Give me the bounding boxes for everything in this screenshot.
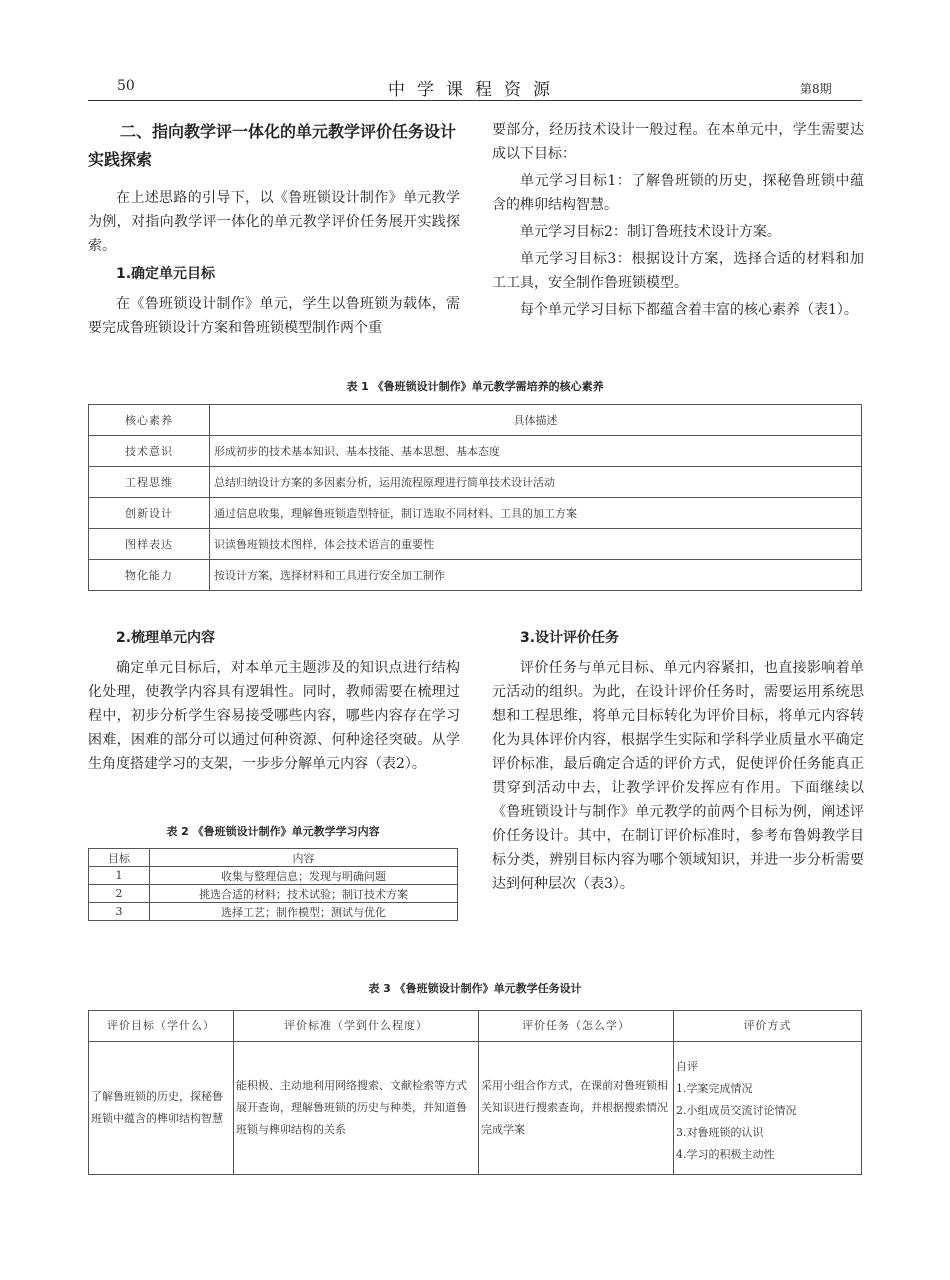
table-cell: 采用小组合作方式，在课前对鲁班锁相关知识进行搜索查询，并根据搜索情况完成学案	[479, 1042, 674, 1175]
table-row	[89, 529, 862, 560]
paragraph: 要部分，经历技术设计一般过程。在本单元中，学生需要达成以下目标：	[492, 122, 864, 162]
table-cell: 物化能力	[89, 560, 210, 591]
heading-assessment-task: 3.设计评价任务	[520, 630, 620, 646]
table-header-cell: 目标	[89, 849, 150, 867]
table-cell-methods	[674, 1042, 862, 1175]
method-item: 2.小组成员交流讨论情况	[676, 1104, 797, 1117]
table1-caption: 表 1 《鲁班锁设计制作》单元教学需培养的核心素养	[346, 380, 604, 393]
heading-unit-goals: 1.确定单元目标	[116, 266, 216, 282]
table-row	[89, 560, 862, 591]
table-cell: 2	[89, 885, 150, 903]
table-core-literacy	[88, 404, 862, 591]
page-number: 50	[117, 78, 135, 94]
table-header-cell: 评价方式	[674, 1011, 862, 1042]
table-header-cell: 评价标准（学到什么程度）	[234, 1011, 479, 1042]
paragraph: 在《鲁班锁设计制作》单元，学生以鲁班锁为载体，需要完成鲁班锁设计方案和鲁班锁模型制作两个重	[88, 296, 460, 336]
method-item: 1.学案完成情况	[676, 1082, 753, 1095]
table-task-design	[88, 1010, 862, 1175]
table-header-cell: 评价目标（学什么）	[89, 1011, 234, 1042]
table-header-row	[89, 849, 458, 867]
table-cell: 图样表达	[89, 529, 210, 560]
table-row	[89, 498, 862, 529]
table-cell: 按设计方案，选择材料和工具进行安全加工制作	[210, 560, 862, 591]
table-header-cell: 评价任务（怎么学）	[479, 1011, 674, 1042]
table-cell: 形成初步的技术基本知识、基本技能、基本思想、基本态度	[210, 436, 862, 467]
table-header-cell: 内容	[150, 849, 458, 867]
table-cell: 总结归纳设计方案的多因素分析，运用流程原理进行简单技术设计活动	[210, 467, 862, 498]
table-row	[89, 1042, 862, 1175]
table-cell: 挑选合适的材料；技术试验；制订技术方案	[150, 885, 458, 903]
table-row	[89, 885, 458, 903]
table-learning-content	[88, 848, 458, 921]
section-title: 二、指向教学评一体化的单元教学评价任务设计实践探索	[88, 122, 457, 169]
table-cell: 能积极、主动地利用网络搜索、文献检索等方式展开查询，理解鲁班锁的历史与种类，并知道鲁班锁与榫卯结构的关系	[234, 1042, 479, 1175]
paragraph: 确定单元目标后，对本单元主题涉及的知识点进行结构化处理，使教学内容具有逻辑性。同时，教师需要在梳理过程中，初步分析学生容易接受哪些内容，哪些内容存在学习困难，困难的部分可以通过何种资源、何种途径突破。从学生角度搭建学习的支架，一步步分解单元内容（表2）。	[88, 660, 460, 772]
header-rule	[88, 100, 862, 101]
left-column-top	[88, 118, 460, 340]
method-item: 3.对鲁班锁的认识	[676, 1126, 764, 1139]
table-row	[89, 467, 862, 498]
paragraph: 在上述思路的引导下，以《鲁班锁设计制作》单元教学为例，对指向教学评一体化的单元教学评价任务展开实践探索。	[88, 190, 460, 254]
table-header-cell: 具体描述	[210, 405, 862, 436]
left-column-middle	[88, 626, 460, 776]
table3-caption: 表 3 《鲁班锁设计制作》单元教学任务设计	[368, 982, 582, 995]
method-item: 4.学习的积极主动性	[676, 1148, 775, 1161]
table2-caption: 表 2 《鲁班锁设计制作》单元教学学习内容	[166, 825, 380, 838]
journal-title: 中学课程资源	[388, 80, 562, 100]
issue-label: 第8期	[800, 82, 832, 96]
right-column-middle	[492, 626, 864, 896]
table-row	[89, 903, 458, 921]
paragraph: 每个单元学习目标下都蕴含着丰富的核心素养（表1）。	[520, 302, 858, 318]
table-cell: 选择工艺；制作模型；测试与优化	[150, 903, 458, 921]
table-cell: 通过信息收集，理解鲁班锁造型特征，制订选取不同材料、工具的加工方案	[210, 498, 862, 529]
table-cell: 技术意识	[89, 436, 210, 467]
table-cell: 3	[89, 903, 150, 921]
paragraph: 评价任务与单元目标、单元内容紧扣，也直接影响着单元活动的组织。为此，在设计评价任务时，需要运用系统思想和工程思维，将单元目标转化为评价目标，将单元内容转化为具体评价内容，根据学生实际和学科学业质量水平确定评价标准，最后确定合适的评价方式，促使评价任务能真正贯穿到活动中去，让教学评价发挥应有作用。下面继续以《鲁班锁设计与制作》单元教学的前两个目标为例，阐述评价任务设计。其中，在制订评价标准时，参考布鲁姆教学目标分类，辨别目标内容为哪个领域知识，并进一步分析需要达到何种层次（表3）。	[492, 660, 864, 892]
goal-3: 单元学习目标3：根据设计方案，选择合适的材料和加工工具，安全制作鲁班锁模型。	[492, 251, 864, 291]
table-row	[89, 436, 862, 467]
goal-2: 单元学习目标2：制订鲁班技术设计方案。	[520, 224, 781, 240]
right-column-top	[492, 118, 864, 322]
table-header-cell: 核心素养	[89, 405, 210, 436]
table-cell: 创新设计	[89, 498, 210, 529]
table-cell: 1	[89, 867, 150, 885]
table-header-row	[89, 405, 862, 436]
table-cell: 工程思维	[89, 467, 210, 498]
method-item: 自评	[676, 1060, 698, 1073]
table-cell: 了解鲁班锁的历史，探秘鲁班锁中蕴含的榫卯结构智慧	[89, 1042, 234, 1175]
table-header-row	[89, 1011, 862, 1042]
goal-1: 单元学习目标1：了解鲁班锁的历史，探秘鲁班锁中蕴含的榫卯结构智慧。	[492, 173, 864, 213]
table-row	[89, 867, 458, 885]
table-cell: 收集与整理信息；发现与明确问题	[150, 867, 458, 885]
table-cell: 识读鲁班锁技术图样，体会技术语言的重要性	[210, 529, 862, 560]
heading-unit-content: 2.梳理单元内容	[116, 630, 216, 646]
